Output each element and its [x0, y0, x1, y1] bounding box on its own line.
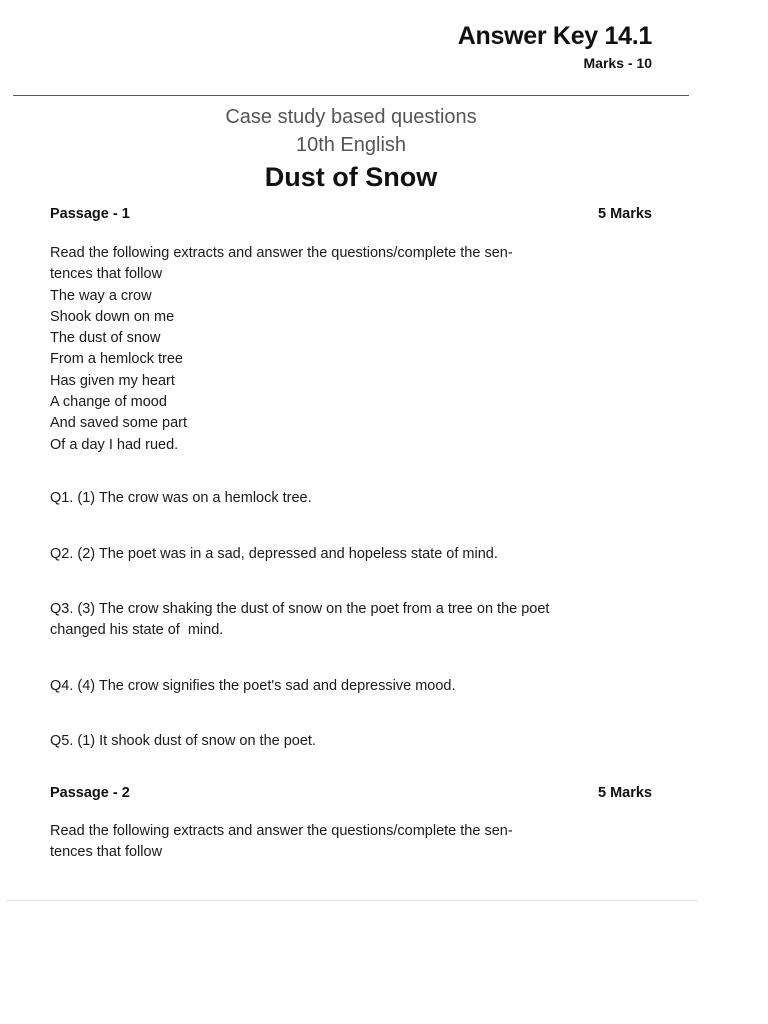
grade-label: 10th English [295, 134, 407, 156]
poem-line: And saved some part [50, 415, 188, 432]
answer-q1 [50, 488, 630, 509]
passage-1-marks: 5 Marks [597, 206, 652, 222]
answer-line: Q3. (3) The crow shaking the dust of snow on the poet from a tree on the poet [50, 601, 550, 617]
answer-q2 [50, 544, 630, 565]
answer-q4 [50, 676, 630, 697]
answer-key-title: Answer Key 14.1 [457, 22, 652, 50]
passage-2-label: Passage - 2 [50, 785, 130, 801]
answer-line: changed his state of mind. [50, 622, 224, 639]
answer-q3 [50, 599, 630, 642]
answer-q5 [50, 731, 630, 752]
document-title: Dust of Snow [264, 162, 438, 192]
passage-1-header [50, 206, 652, 222]
header-divider [13, 95, 689, 96]
instruction-line: Read the following extracts and answer the questions/complete the sen- [50, 823, 513, 839]
passage-1-label: Passage - 1 [50, 206, 130, 222]
passage-1-instructions [50, 243, 610, 456]
instruction-line: Read the following extracts and answer the questions/complete the sen- [50, 245, 513, 261]
answer-line: Q5. (1) It shook dust of snow on the poet. [50, 733, 316, 749]
answer-line: Q2. (2) The poet was in a sad, depressed and hopeless state of mind. [50, 546, 498, 562]
poem-line: The way a crow [50, 287, 152, 304]
subtitle: Case study based questions [225, 106, 477, 128]
page-bottom-divider [6, 900, 698, 901]
instruction-line: tences that follow [50, 266, 163, 283]
poem-line: Has given my heart [50, 372, 175, 389]
passage-2-instructions [50, 821, 610, 864]
answer-line: Q4. (4) The crow signifies the poet's sad and depressive mood. [50, 678, 456, 694]
poem-line: The dust of snow [50, 330, 161, 347]
total-marks: Marks - 10 [583, 55, 652, 71]
poem-line: Of a day I had rued. [50, 436, 179, 453]
poem-line: Shook down on me [50, 308, 175, 325]
poem-line: A change of mood [50, 394, 167, 411]
answer-line: Q1. (1) The crow was on a hemlock tree. [50, 490, 312, 506]
passage-2-header [50, 785, 652, 801]
passage-2-marks: 5 Marks [597, 785, 652, 801]
poem-line: From a hemlock tree [50, 351, 183, 368]
instruction-line: tences that follow [50, 844, 163, 861]
